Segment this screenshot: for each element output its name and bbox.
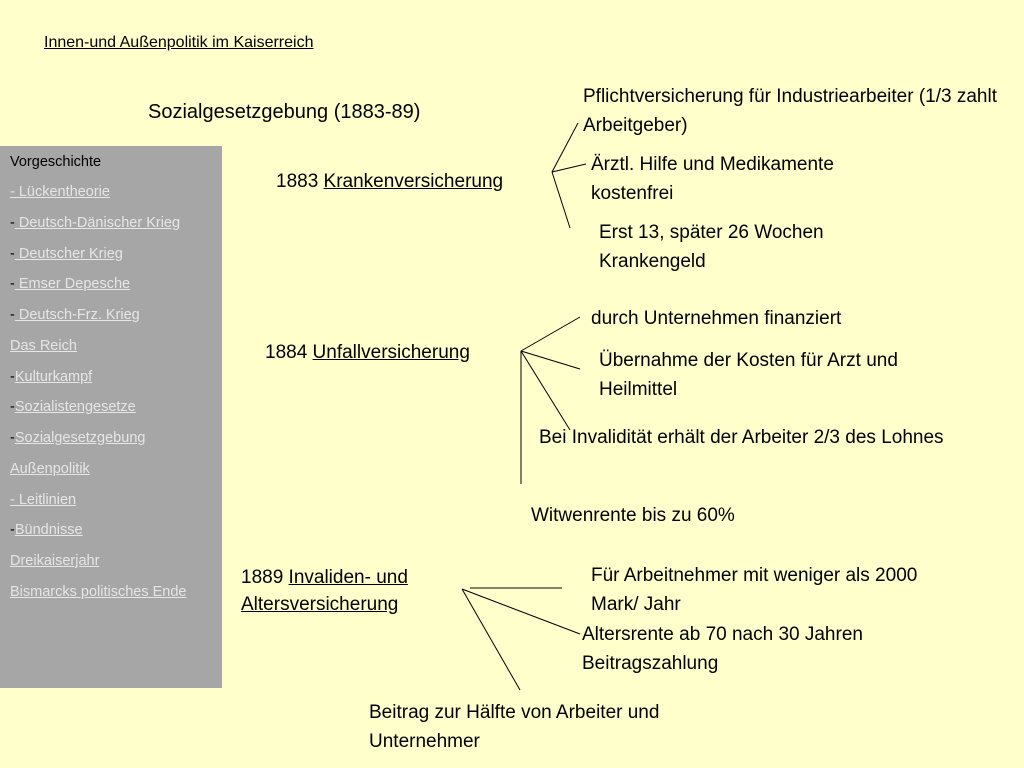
insurance-name-row [241,564,408,591]
point-invaliditaet: Bei Invalidität erhält der Arbeiter 2/3 des Lohnes [539,427,944,448]
connector-line [462,589,580,634]
sidebar-item-prefix: - [10,215,15,231]
insurance-name: Altersversicherung [241,594,399,615]
point-pflichtversicherung: Pflichtversicherung für Industriearbeiter (1/3 zahlt Arbeitgeber) [583,86,997,136]
sidebar-link[interactable]: Bismarcks politisches Ende [10,584,187,600]
sidebar-link[interactable]: Deutsch-Frz. Krieg [14,307,140,323]
insurance-year: 1884 [265,342,313,363]
connector-line [552,172,570,228]
sidebar-item-prefix: - [10,246,15,262]
connector-line [462,589,520,690]
sidebar-link[interactable]: - Lückentheorie [10,184,110,200]
sidebar-link[interactable]: Deutscher Krieg [14,246,123,262]
connector-line [552,123,578,172]
sidebar-link[interactable]: Außenpolitik [10,461,90,477]
point-kostenuebernahme: Übernahme der Kosten für Arzt und Heilmittel [599,350,898,400]
sidebar-link[interactable]: Dreikaiserjahr [10,553,100,569]
sidebar-link[interactable]: Bündnisse [14,522,83,538]
point-krankengeld: Erst 13, später 26 Wochen Krankengeld [599,222,824,272]
sidebar-link[interactable]: Emser Depesche [14,276,131,292]
sidebar-item-prefix: - [10,276,15,292]
insurance-year: 1883 [276,171,324,192]
sidebar-link[interactable]: Deutsch-Dänischer Krieg [14,215,181,231]
sidebar-link[interactable]: Kulturkampf [14,369,93,385]
insurance-1889 [241,564,408,618]
sidebar-item-label: Vorgeschichte [10,154,102,170]
insurance-year: 1889 [241,567,289,588]
sidebar-link[interactable]: Sozialistengesetze [14,399,136,415]
sidebar-item-prefix: - [10,369,15,385]
point-witwenrente: Witwenrente bis zu 60% [531,505,735,526]
point-altersrente: Altersrente ab 70 nach 30 Jahren Beitragszahlung [582,624,863,674]
sidebar-link[interactable]: - Leitlinien [10,492,77,508]
point-beitrag: Beitrag zur Hälfte von Arbeiter und Unternehmer [369,702,660,752]
connector-line [521,351,580,369]
sidebar-item-prefix: - [10,430,15,446]
insurance-1884 [265,342,470,364]
header-title-link[interactable]: Innen-und Außenpolitik im Kaiserreich [44,34,314,51]
insurance-1883 [276,171,503,193]
sidebar-item-prefix: - [10,307,15,323]
point-finanziert: durch Unternehmen finanziert [591,308,842,329]
insurance-name: Krankenversicherung [323,171,504,192]
point-aerztl-hilfe: Ärztl. Hilfe und Medikamente kostenfrei [591,154,834,204]
section-title: Sozialgesetzgebung (1883-89) [148,101,421,123]
sidebar-link[interactable]: Das Reich [10,338,77,354]
sidebar-item-prefix: - [10,522,15,538]
insurance-name: Invaliden- und [288,567,408,588]
sidebar-item-prefix: - [10,399,15,415]
connector-line [521,351,570,430]
connector-line [521,317,580,351]
insurance-name-row [241,591,408,618]
sidebar-link[interactable]: Sozialgesetzgebung [14,430,146,446]
insurance-name: Unfallversicherung [312,342,470,363]
point-arbeitnehmer: Für Arbeitnehmer mit weniger als 2000 Mark/ Jahr [591,565,918,615]
connector-line [552,164,586,172]
